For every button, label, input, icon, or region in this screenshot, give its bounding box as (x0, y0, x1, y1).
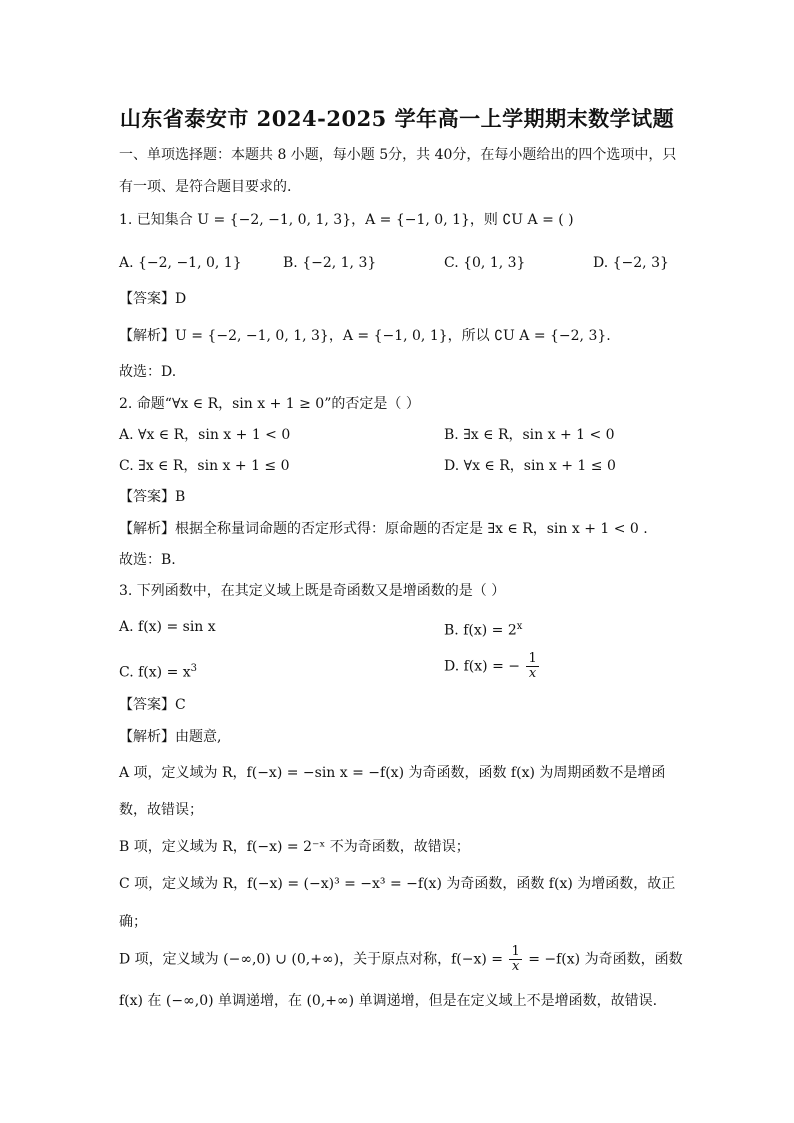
q1-analysis: 【解析】U = {−2, −1, 0, 1, 3}，A = {−1, 0, 1}，所以 ∁U A = {−2, 3}. (119, 328, 611, 344)
q3-option-a: A. f(x) = sin x (119, 619, 216, 635)
q2-option-c: C. ∃x ∈ R，sin x + 1 ≤ 0 (119, 458, 290, 474)
q2-conclusion: 故选：B. (119, 552, 176, 568)
q1-option-b: B. {−2, 1, 3} (283, 255, 377, 271)
q1-option-d: D. {−2, 3} (593, 255, 669, 271)
q3-option-d-fraction (526, 652, 538, 681)
q2-option-a: A. ∀x ∈ R，sin x + 1 < 0 (119, 427, 291, 443)
q1-conclusion: 故选：D. (119, 364, 177, 380)
q3-option-b (444, 617, 522, 641)
q1-answer: 【答案】D (119, 291, 187, 307)
q3-analysis-d-denominator: x (511, 959, 520, 974)
page-title: 山东省泰安市 2024-2025 学年高一上学期期末数学试题 (119, 106, 675, 131)
q3-analysis-d-fraction (509, 945, 521, 974)
q3-analysis-d-line-1 (119, 945, 683, 974)
q1-option-c: C. {0, 1, 3} (444, 255, 526, 271)
q3-option-c (119, 659, 197, 683)
q3-analysis-intro: 【解析】由题意, (119, 729, 222, 745)
q3-option-c-exponent: 3 (190, 663, 198, 674)
q3-option-d-denominator: x (528, 666, 537, 681)
q3-option-b-exponent: x (516, 621, 523, 632)
q3-option-d-text: D. f(x) = − (444, 658, 520, 675)
q3-analysis-a-line-2: 数，故错误； (119, 802, 203, 818)
q3-option-c-text: C. f(x) = x (119, 664, 191, 681)
q3-analysis-a-line-1: A 项，定义域为 R，f(−x) = −sin x = −f(x) 为奇函数，函数 f(x) 为周期函数不是增函 (119, 765, 666, 781)
q1-stem: 1. 已知集合 U = {−2, −1, 0, 1, 3}，A = {−1, 0, 1}，则 ∁U A = ( ) (119, 212, 574, 228)
section-heading-line-2: 有一项、是符合题目要求的. (119, 179, 292, 195)
q3-option-d (444, 652, 541, 681)
q3-stem: 3. 下列函数中，在其定义域上既是奇函数又是增函数的是（ ） (119, 583, 506, 599)
q2-option-b: B. ∃x ∈ R，sin x + 1 < 0 (444, 427, 615, 443)
q3-option-d-numerator: 1 (528, 651, 537, 666)
q3-option-b-text: B. f(x) = 2 (444, 622, 517, 639)
q3-analysis-d-line-1-pre: D 项，定义域为 (−∞,0) ∪ (0,+∞)，关于原点对称，f(−x) = (119, 951, 504, 968)
section-heading-line-1: 一、单项选择题：本题共 8 小题，每小题 5分，共 40分，在每小题给出的四个选项中，只 (119, 147, 677, 163)
q2-option-d: D. ∀x ∈ R，sin x + 1 ≤ 0 (444, 458, 616, 474)
q3-analysis-c-line-2: 确； (119, 914, 147, 930)
q3-analysis-b-line: B 项，定义域为 R，f(−x) = 2⁻ˣ 不为奇函数，故错误； (119, 839, 470, 855)
q3-analysis-d-line-2: f(x) 在 (−∞,0) 单调递增，在 (0,+∞) 单调递增，但是在定义域上不是增函数，故错误. (119, 993, 658, 1009)
q2-analysis: 【解析】根据全称量词命题的否定形式得：原命题的否定是 ∃x ∈ R，sin x + 1 < 0 . (119, 521, 648, 537)
q1-option-a: A. {−2, −1, 0, 1} (119, 255, 242, 271)
q2-stem: 2. 命题“∀x ∈ R，sin x + 1 ≥ 0”的否定是（ ） (119, 396, 420, 412)
q3-analysis-d-line-1-post: = −f(x) 为奇函数，函数 (528, 951, 683, 968)
q3-answer: 【答案】C (119, 697, 186, 713)
q2-answer: 【答案】B (119, 489, 186, 505)
q3-analysis-c-line-1: C 项，定义域为 R，f(−x) = (−x)³ = −x³ = −f(x) 为奇函数，函数 f(x) 为增函数，故正 (119, 876, 676, 892)
q3-analysis-d-numerator: 1 (511, 944, 520, 959)
